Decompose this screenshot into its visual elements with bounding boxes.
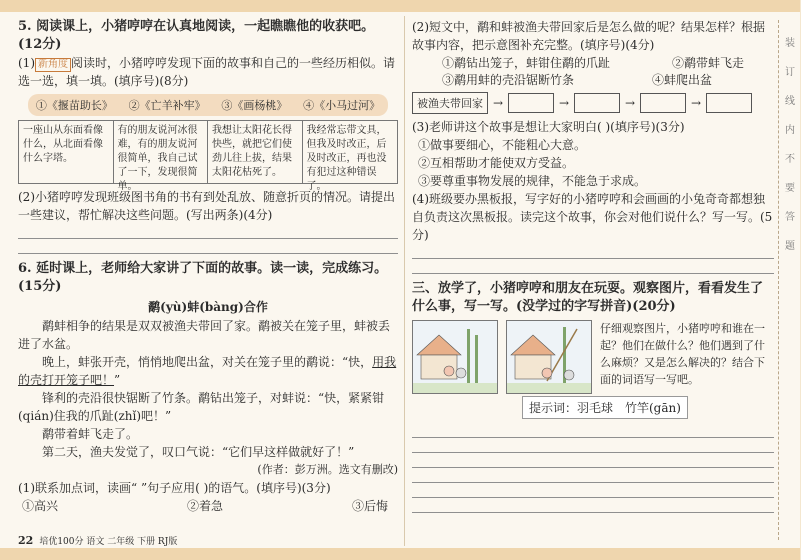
q5-part1: [18, 54, 398, 90]
experience-cell-1: 一座山从东面看像什么，从北面看像什么字塔。: [19, 121, 114, 183]
story-para-2c: ”: [114, 373, 121, 387]
experience-cell-2: 有的朋友说河冰很难，有的朋友说河很简单，我自己试了一下，发现很简单。: [114, 121, 209, 183]
story-title: 鹬(yù)蚌(bàng)合作: [148, 300, 268, 314]
book-list: [28, 94, 388, 116]
option-1: ①高兴: [22, 499, 59, 513]
q6-part3-option-2: ②互相帮助才能使双方受益。: [418, 156, 575, 170]
q5-title: 5. 阅读课上，小猪哼哼在认真地阅读，一起瞧瞧他的收获吧。(12分): [18, 19, 375, 52]
option-4: ④蚌爬出盆: [651, 73, 712, 87]
left-column: [18, 18, 398, 548]
option-3: ③后悔: [351, 499, 388, 513]
answer-line[interactable]: [412, 259, 774, 274]
page-footer: [18, 534, 177, 547]
option-1: ①鹬钻出笼子，蚌钳住鹬的爪趾: [442, 56, 611, 70]
arrow-icon: →: [690, 96, 702, 110]
experience-cell-3: 我想让太阳花长得快些，就把它们使劲儿往上拔，结果太阳花枯死了。: [208, 121, 303, 183]
hint-words: 提示词：羽毛球 竹竿(gān): [522, 396, 688, 419]
scene-picture-1: [412, 320, 498, 394]
q5-part1-text: 阅读时，小猪哼哼发现下面的故事和自己的一些经历相似。请选一选，填一填。(填序号)(8分): [18, 56, 396, 88]
q6-part1-options: [18, 497, 398, 514]
experience-cell-4: 我经常忘带文具，但我及时改正，后及时改正，再也没有犯过这种错误了。: [306, 125, 387, 192]
writing-line[interactable]: [412, 468, 774, 483]
side-char: 答: [785, 212, 795, 223]
arrow-icon: →: [558, 96, 570, 110]
option-2: ②着急: [186, 499, 223, 513]
story-para-4: 鹬带着蚌飞走了。: [42, 427, 139, 441]
q5-part1-num: (1): [18, 56, 35, 70]
q5-part2: (2)小猪哼哼发现班级图书角的书有到处乱放、随意折页的情况。请提出一些建议，帮忙解决这些问题。(写出两条)(4分): [18, 190, 396, 222]
q6-part2-options-row2: [412, 71, 774, 88]
answer-line[interactable]: [18, 224, 398, 239]
q6-part3-option-1: ①做事要细心，不能粗心大意。: [418, 138, 587, 152]
column-divider: [404, 16, 405, 546]
writing-line[interactable]: [412, 453, 774, 468]
book-2: ②《亡羊补牢》: [128, 99, 206, 112]
writing-line[interactable]: [412, 483, 774, 498]
story-para-2: [18, 353, 398, 389]
book-3: ③《画杨桃》: [221, 99, 288, 112]
writing-line[interactable]: [412, 498, 774, 513]
answer-line[interactable]: [412, 244, 774, 259]
q6-part2: (2)短文中，鹬和蚌被渔夫带回家后是怎么做的呢？结果怎样？根据故事内容，把示意图补充完整。(填序号)(4分): [412, 20, 766, 52]
answer-line[interactable]: [18, 239, 398, 254]
writing-line[interactable]: [412, 438, 774, 453]
q6-part1: (1)联系加点词，读画“ ”句子应用( )的语气。(填序号)(3分): [18, 481, 331, 495]
section3-title: 三、放学了，小猪哼哼和朋友在玩耍。观察图片，看看发生了什么事，写一写。(没学过的字写拼音)(20分): [412, 281, 764, 314]
book-4: ④《小马过河》: [303, 99, 381, 112]
page-number: 22: [18, 534, 34, 547]
bottom-band: [0, 548, 800, 560]
story-para-2a: 晚上，蚌张开壳，悄悄地爬出盆，对关在笼子里的鹬说：“快，: [42, 355, 373, 369]
book-1: ①《揠苗助长》: [35, 99, 113, 112]
experience-table: [18, 120, 398, 192]
story-para-1: 鹬蚌相争的结果是双双被渔夫带回了家。鹬被关在笼子里，蚌被丢进了水盆。: [18, 319, 391, 351]
scene-1-illustration: [413, 321, 497, 393]
q6-part2-options-row1: [412, 54, 774, 71]
side-char: 题: [785, 241, 795, 252]
new-angle-tag: 新角度: [35, 58, 71, 72]
section3-prompt: 仔细观察图片，小猪哼哼和谁在一起？他们在做什么？他们遇到了什么麻烦？又是怎么解决的？结合下面的词语写一写吧。: [600, 322, 765, 386]
option-3: ③鹬用蚌的壳沿锯断竹条: [442, 73, 575, 87]
q6-title: 6. 延时课上，老师给大家讲了下面的故事。读一读，完成练习。(15分): [18, 261, 388, 294]
book-info: 培优100分 语文 二年级 下册 RJ版: [39, 537, 178, 547]
writing-line[interactable]: [412, 423, 774, 438]
scene-picture-2: [506, 320, 592, 394]
binding-margin: [778, 20, 801, 540]
story-para-3: 锋利的壳沿很快锯断了竹条。鹬钻出笼子，对蚌说：“快，紧紧钳(qián)住我的爪趾(zhǐ)吧！”: [18, 391, 385, 423]
side-char: 内: [785, 125, 795, 136]
flow-blank-box[interactable]: [640, 93, 686, 113]
top-band: [0, 0, 800, 12]
q6-part3-option-3: ③要尊重事物发展的规律，不能急于求成。: [418, 174, 647, 188]
flow-blank-box[interactable]: [706, 93, 752, 113]
q6-part3: (3)老师讲这个故事是想让大家明白( )(填序号)(3分): [412, 120, 685, 134]
side-char: 线: [785, 96, 795, 107]
side-char: 订: [785, 67, 795, 78]
right-column: [412, 18, 774, 548]
flow-start-box: 被渔夫带回家: [412, 92, 488, 114]
scene-2-illustration: [507, 321, 591, 393]
side-char: 不: [785, 154, 795, 165]
arrow-icon: →: [492, 96, 504, 110]
q6-part4: (4)班级要办黑板报，写字好的小猪哼哼和会画画的小兔奇奇都想独自负责这次黑板报。读完这个故事，你会对他们说什么？写一写。(5分): [412, 192, 773, 242]
side-char: 装: [785, 38, 795, 49]
underlined-sentence: 用我的壳打开笼子吧！: [18, 355, 397, 387]
flow-diagram: [412, 92, 774, 114]
option-2: ②鹬带蚌飞走: [671, 56, 744, 70]
story-para-5: 第二天，渔夫发觉了，叹口气说：“它们早这样做就好了！”: [42, 445, 355, 459]
picture-row: [412, 320, 774, 394]
flow-blank-box[interactable]: [508, 93, 554, 113]
story-source: (作者：彭万洲。选文有删改): [257, 463, 398, 476]
side-char: 要: [785, 183, 795, 194]
arrow-icon: →: [624, 96, 636, 110]
flow-blank-box[interactable]: [574, 93, 620, 113]
